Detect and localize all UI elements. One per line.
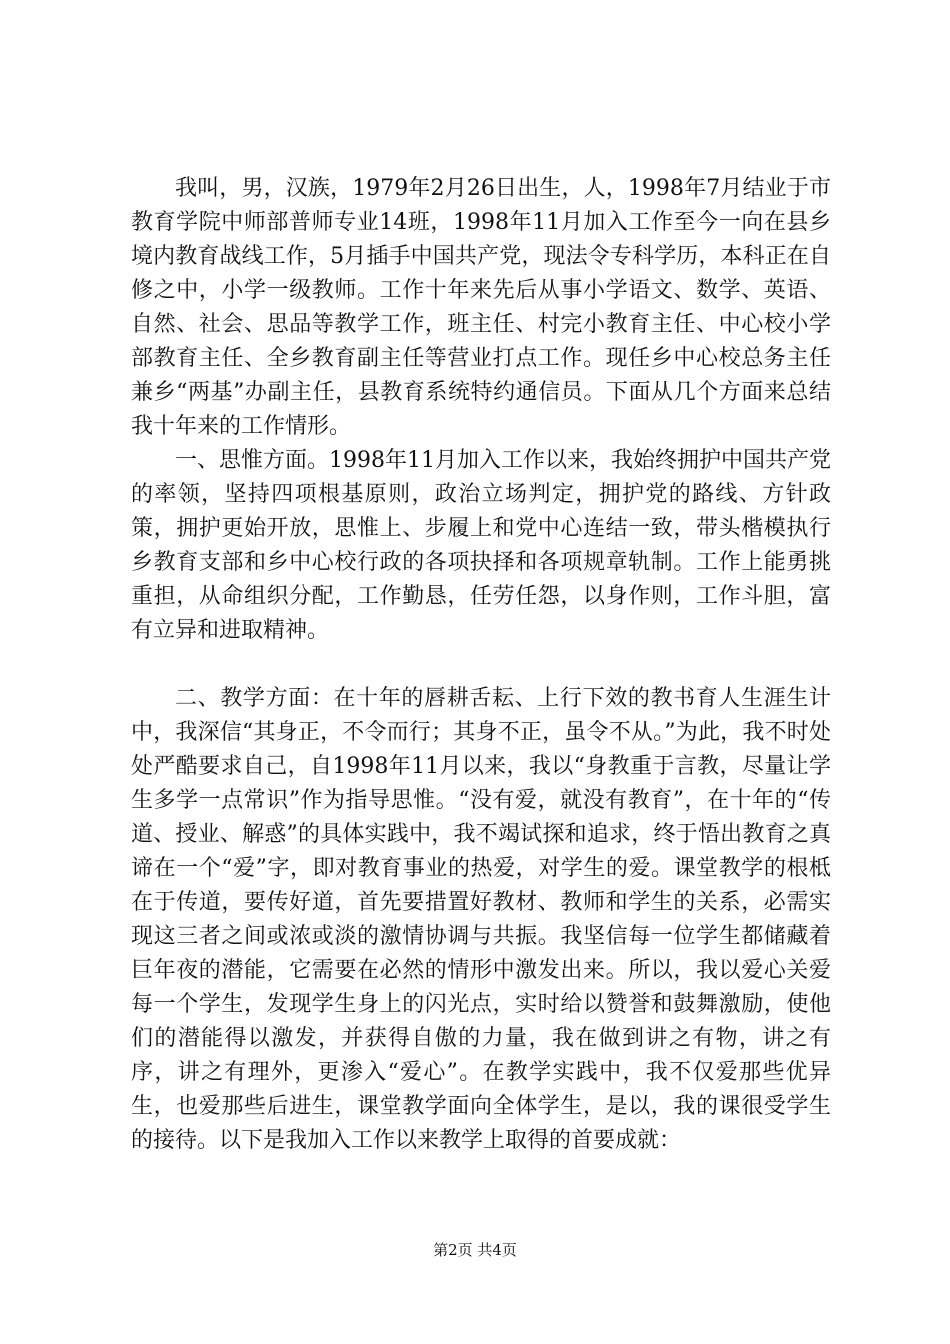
paragraph-teaching: 二、教学方面：在十年的唇耕舌耘、上行下效的教书育人生涯生计中，我深信“其身正，不令而行；其身不正，虽令不从。”为此，我不时处处严酷要求自己，自1998年11月以来，我以“身教重于言教，尽量让学生多学一点常识”作为指导思惟。“没有爱，就没有教育”，在十年的“传道、授业、解惑”的具体实践中，我不竭试探和追求，终于悟出教育之真谛在一个“爱”字，即对教育事业的热爱，对学生的爱。课堂教学的根柢在于传道，要传好道，首先要措置好教材、教师和学生的关系，必需实现这三者之间或浓或淡的激情协调与共振。我坚信每一位学生都储藏着巨年夜的潜能，它需要在必然的情形中激发出来。所以，我以爱心关爱每一个学生，发现学生身上的闪光点，实时给以赞誉和鼓舞激励，使他们的潜能得以激发，并获得自傲的力量，我在做到讲之有物，讲之有序，讲之有理外，更渗入“爱心”。在教学实践中，我不仅爱那些优异生，也爱那些后进生，课堂教学面向全体学生，是以，我的课很受学生的接待。以下是我加入工作以来教学上取得的首要成就： [131,686,831,1153]
document-body [131,172,831,1158]
paragraph-ideology: 一、思惟方面。1998年11月加入工作以来，我始终拥护中国共产党的率领，坚持四项根基原则，政治立场判定，拥护党的路线、方针政策，拥护更始开放，思惟上、步履上和党中心连结一致，带头楷模执行乡教育支部和乡中心校行政的各项抉择和各项规章轨制。工作上能勇挑重担，从命组织分配，工作勤恳，任劳任怨，以身作则，工作斗胆，富有立异和进取精神。 [131,448,831,643]
page-footer: 第2页 共4页 [433,1241,517,1259]
paragraph-intro: 我叫，男，汉族，1979年2月26日出生，人，1998年7月结业于市教育学院中师部普师专业14班，1998年11月加入工作至今一向在县乡境内教育战线工作，5月插手中国共产党，现法令专科学历，本科正在自修之中，小学一级教师。工作十年来先后从事小学语文、数学、英语、自然、社会、思品等教学工作，班主任、村完小教育主任、中心校小学部教育主任、全乡教育副主任等营业打点工作。现任乡中心校总务主任兼乡“两基”办副主任，县教育系统特约通信员。下面从几个方面来总结我十年来的工作情形。 [131,176,831,439]
